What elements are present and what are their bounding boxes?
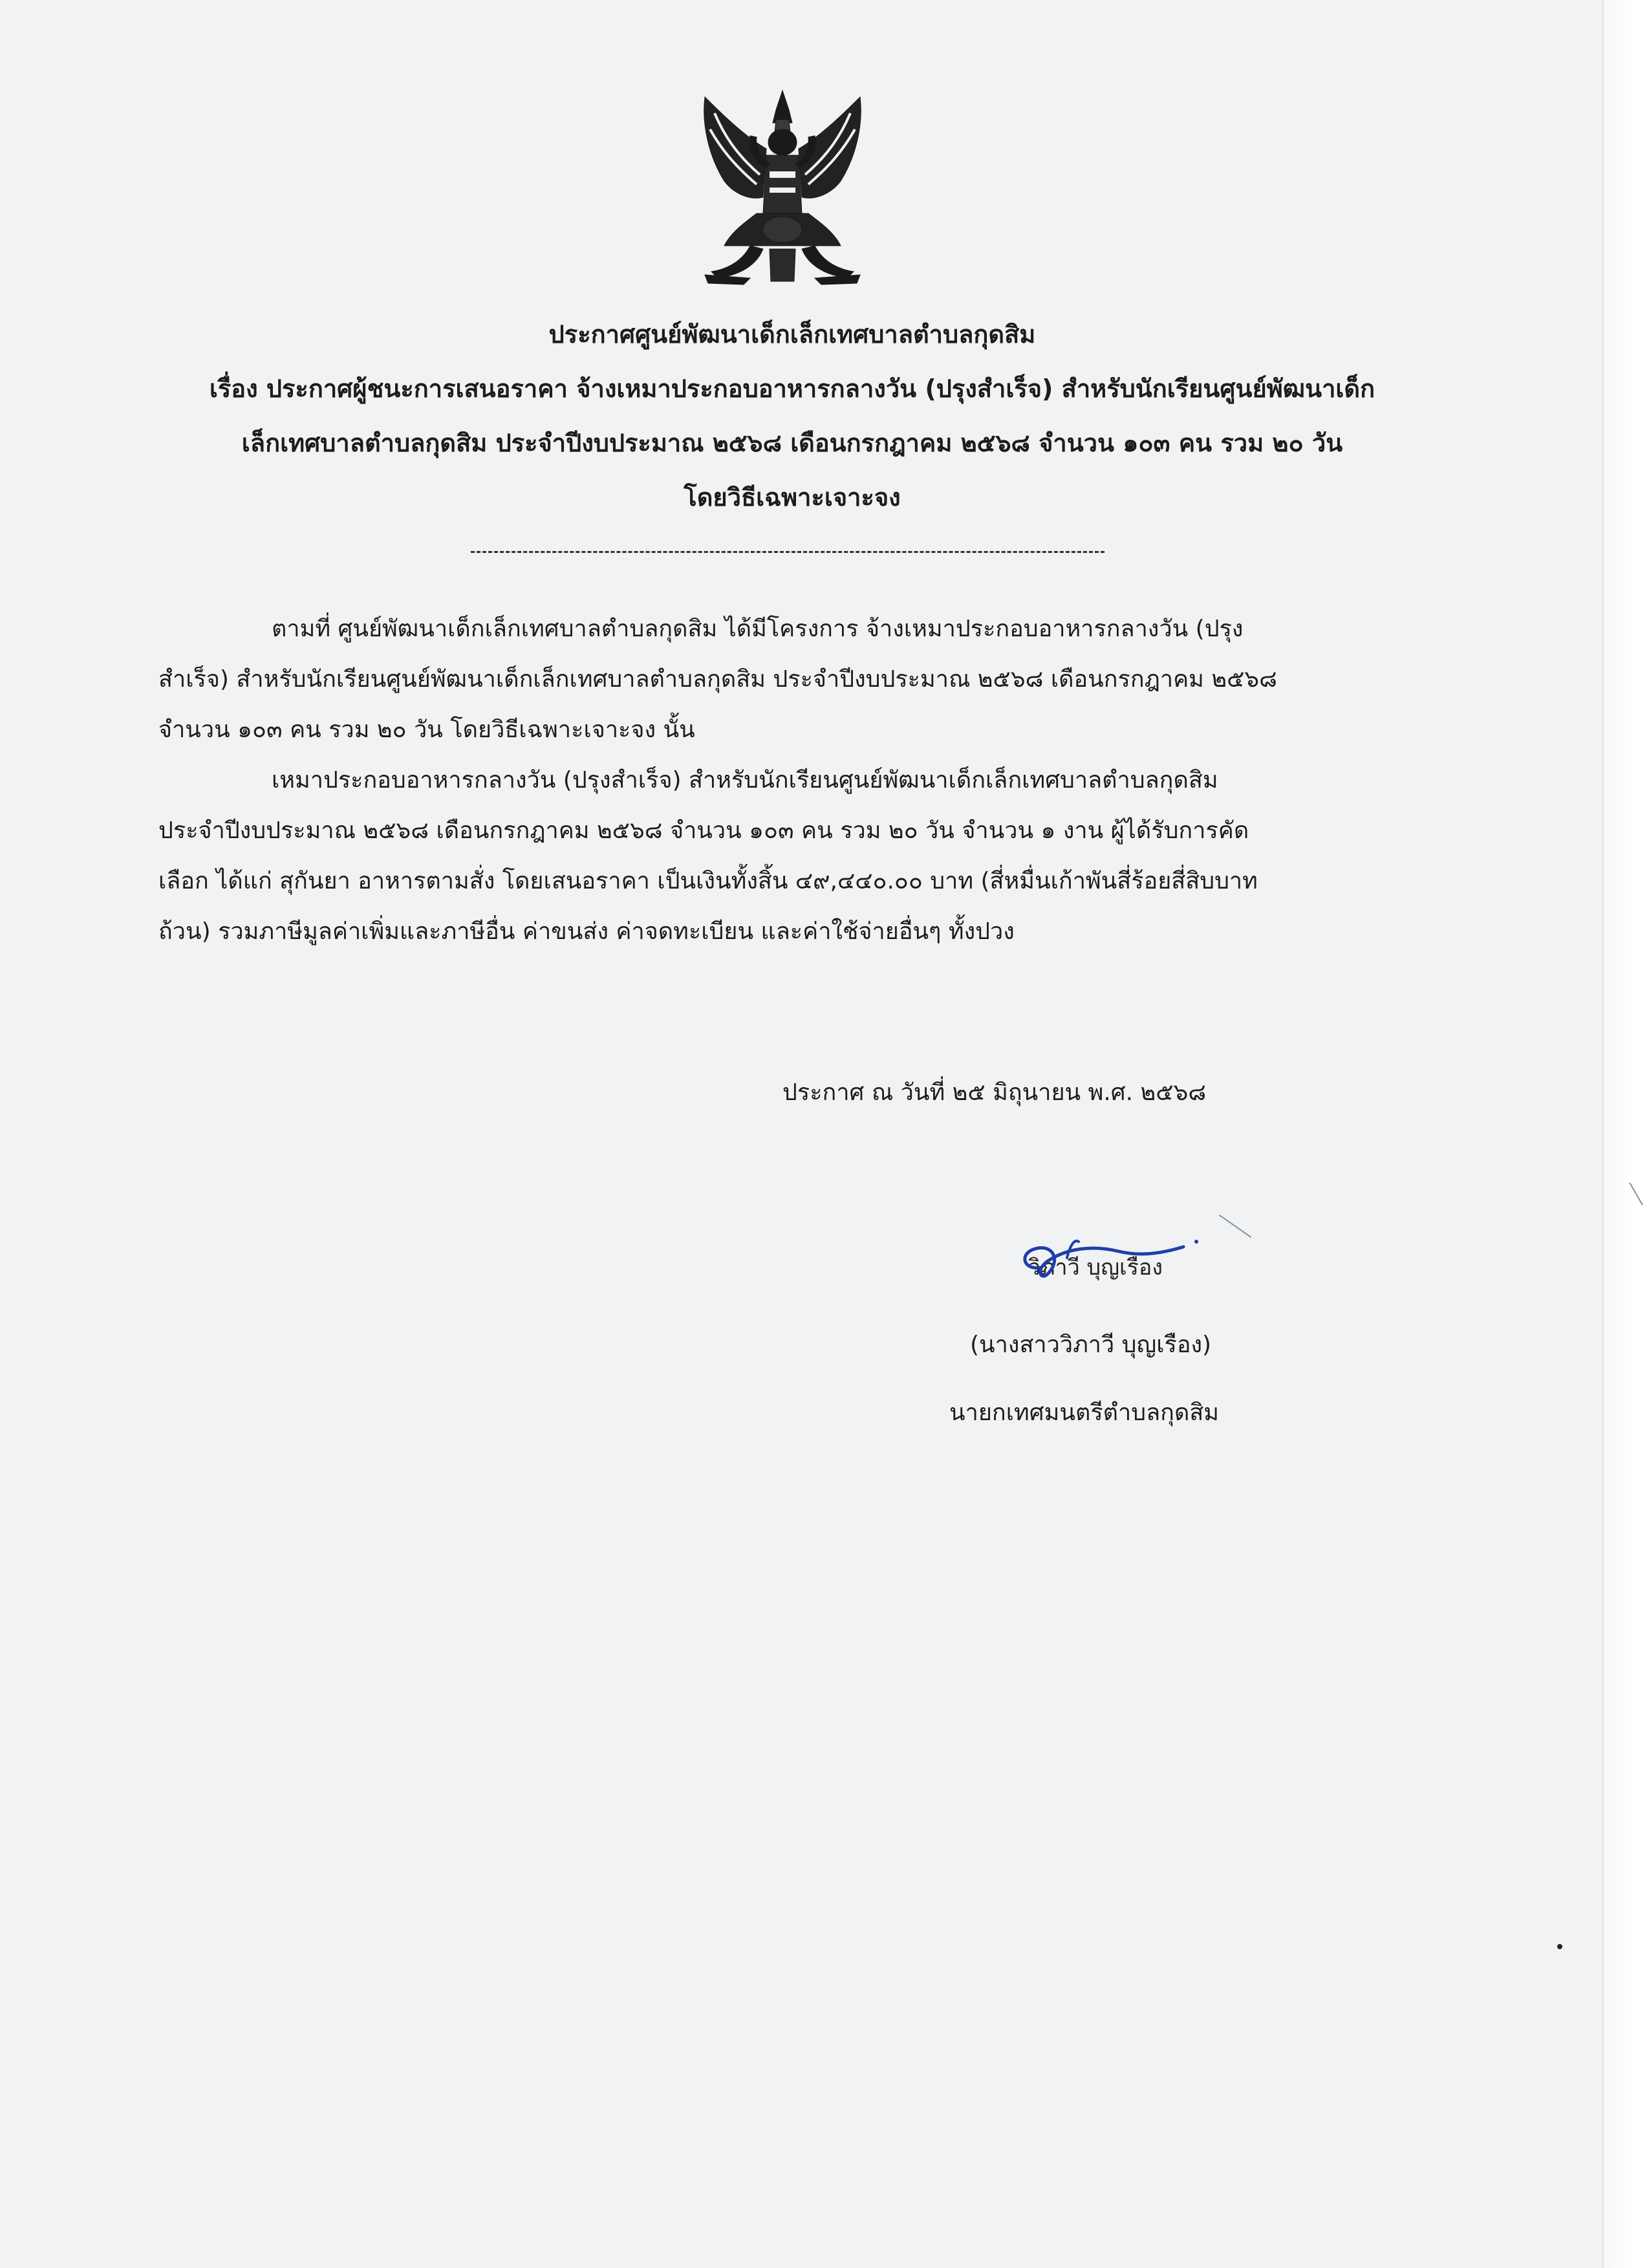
paragraph-2-line-2: ประจำปีงบประมาณ ๒๕๖๘ เดือนกรกฎาคม ๒๕๖๘ จำนวน ๑๐๓ คน รวม ๒๐ วัน จำนวน ๑ งาน ผู้ได้รับการคัด <box>158 817 1249 844</box>
document-header <box>97 307 1487 524</box>
scan-speck <box>1557 1944 1562 1949</box>
signatory-name: (นางสาววิภาวี บุญเรือง) <box>970 1332 1212 1358</box>
signature-label: วิภาวี บุญเรือง <box>1028 1255 1163 1280</box>
handwritten-signature <box>1002 1222 1216 1293</box>
subject-line-1: เรื่อง ประกาศผู้ชนะการเสนอราคา จ้างเหมาประกอบอาหารกลางวัน (ปรุงสำเร็จ) สำหรับนักเรียนศูนย์พัฒนาเด็ก <box>209 374 1375 403</box>
paragraph-2-line-1: เหมาประกอบอาหารกลางวัน (ปรุงสำเร็จ) สำหรับนักเรียนศูนย์พัฒนาเด็กเล็กเทศบาลตำบลกุดสิม <box>272 767 1218 794</box>
signature-block <box>951 1229 1287 1300</box>
separator-line <box>471 551 1105 553</box>
paragraph-2-line-3: เลือก ได้แก่ สุกันยา อาหารตามสั่ง โดยเสนอราคา เป็นเงินทั้งสิ้น ๔๙,๔๔๐.๐๐ บาท (สี่หมื่นเก้าพันสี่ร้อยสี่สิบบาท <box>158 868 1258 894</box>
page-edge <box>1602 0 1649 2268</box>
paragraph-2-line-4: ถ้วน) รวมภาษีมูลค่าเพิ่มและภาษีอื่น ค่าขนส่ง ค่าจดทะเบียน และค่าใช้จ่ายอื่นๆ ทั้งปวง <box>158 918 1015 945</box>
subject-line-2: เล็กเทศบาลตำบลกุดสิม ประจำปีงบประมาณ ๒๕๖๘ เดือนกรกฎาคม ๒๕๖๘ จำนวน ๑๐๓ คน รวม ๒๐ วัน <box>241 429 1343 457</box>
document-title: ประกาศศูนย์พัฒนาเด็กเล็กเทศบาลตำบลกุดสิม <box>548 320 1036 349</box>
announcement-date: ประกาศ ณ วันที่ ๒๕ มิถุนายน พ.ศ. ๒๕๖๘ <box>782 1079 1207 1106</box>
signatory-position: นายกเทศมนตรีตำบลกุดสิม <box>949 1399 1220 1426</box>
garuda-emblem-icon <box>679 84 886 291</box>
paragraph-1-line-2: สำเร็จ) สำหรับนักเรียนศูนย์พัฒนาเด็กเล็กเทศบาลตำบลกุดสิม ประจำปีงบประมาณ ๒๕๖๘ เดือนกรกฎาคม ๒๕๖๘ <box>158 666 1277 693</box>
document-body <box>158 604 1439 957</box>
paragraph-1-line-1: ตามที่ ศูนย์พัฒนาเด็กเล็กเทศบาลตำบลกุดสิม ได้มีโครงการ จ้างเหมาประกอบอาหารกลางวัน (ปรุง <box>272 616 1244 642</box>
subject-line-3: โดยวิธีเฉพาะเจาะจง <box>684 483 901 512</box>
paragraph-1-line-3: จำนวน ๑๐๓ คน รวม ๒๐ วัน โดยวิธีเฉพาะเจาะจง นั้น <box>158 717 695 743</box>
